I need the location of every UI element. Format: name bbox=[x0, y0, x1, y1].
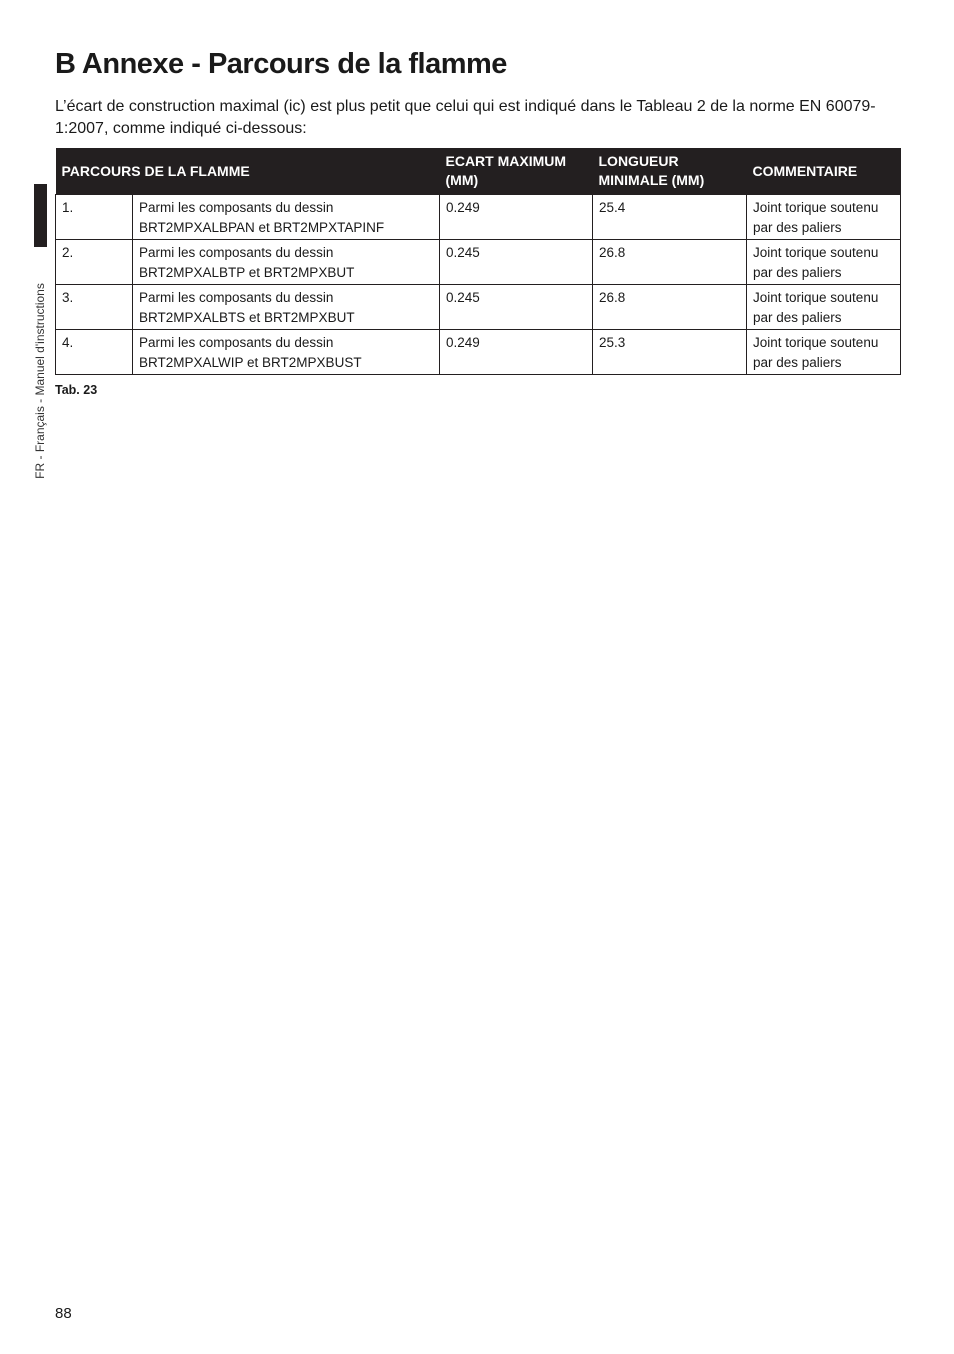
max-gap-cell: 0.245 bbox=[440, 240, 593, 285]
intro-paragraph: L’écart de construction maximal (ic) est plus petit que celui qui est indiqué dans le Tableau 2 de la norme EN 60079-1:2007, comme indiqué ci-dessous: bbox=[55, 98, 876, 137]
header-min-length: LONGUEUR MINIMALE (MM) bbox=[593, 148, 747, 195]
flame-path-cell: Parmi les composants du dessin BRT2MPXALBTS et BRT2MPXBUT bbox=[133, 285, 440, 330]
page-number: 88 bbox=[55, 1305, 72, 1322]
comment-cell: Joint torique soutenu par des paliers bbox=[747, 285, 901, 330]
header-comment: COMMENTAIRE bbox=[747, 148, 901, 195]
sidebar-label: FR - Français - Manuel d'instructions bbox=[33, 283, 47, 479]
table-row bbox=[56, 285, 901, 330]
comment-cell: Joint torique soutenu par des paliers bbox=[747, 240, 901, 285]
max-gap-cell: 0.245 bbox=[440, 285, 593, 330]
header-max-gap: ECART MAXIMUM (MM) bbox=[440, 148, 593, 195]
page-title: B Annexe - Parcours de la flamme bbox=[55, 48, 507, 80]
table-header-row bbox=[56, 148, 901, 195]
min-length-cell: 25.3 bbox=[593, 330, 747, 375]
table-row bbox=[56, 240, 901, 285]
min-length-cell: 26.8 bbox=[593, 285, 747, 330]
flame-path-cell: Parmi les composants du dessin BRT2MPXALBPAN et BRT2MPXTAPINF bbox=[133, 195, 440, 240]
comment-cell: Joint torique soutenu par des paliers bbox=[747, 330, 901, 375]
row-number: 2. bbox=[56, 240, 133, 285]
row-number: 3. bbox=[56, 285, 133, 330]
max-gap-cell: 0.249 bbox=[440, 330, 593, 375]
table-caption: Tab. 23 bbox=[55, 383, 98, 397]
flame-path-table bbox=[55, 148, 901, 375]
table-row bbox=[56, 195, 901, 240]
max-gap-cell: 0.249 bbox=[440, 195, 593, 240]
flame-path-cell: Parmi les composants du dessin BRT2MPXALBTP et BRT2MPXBUT bbox=[133, 240, 440, 285]
row-number: 1. bbox=[56, 195, 133, 240]
table-row bbox=[56, 330, 901, 375]
row-number: 4. bbox=[56, 330, 133, 375]
min-length-cell: 25.4 bbox=[593, 195, 747, 240]
flame-path-cell: Parmi les composants du dessin BRT2MPXALWIP et BRT2MPXBUST bbox=[133, 330, 440, 375]
min-length-cell: 26.8 bbox=[593, 240, 747, 285]
comment-cell: Joint torique soutenu par des paliers bbox=[747, 195, 901, 240]
side-tab-marker bbox=[34, 184, 47, 247]
header-flame-path: PARCOURS DE LA FLAMME bbox=[56, 148, 440, 195]
